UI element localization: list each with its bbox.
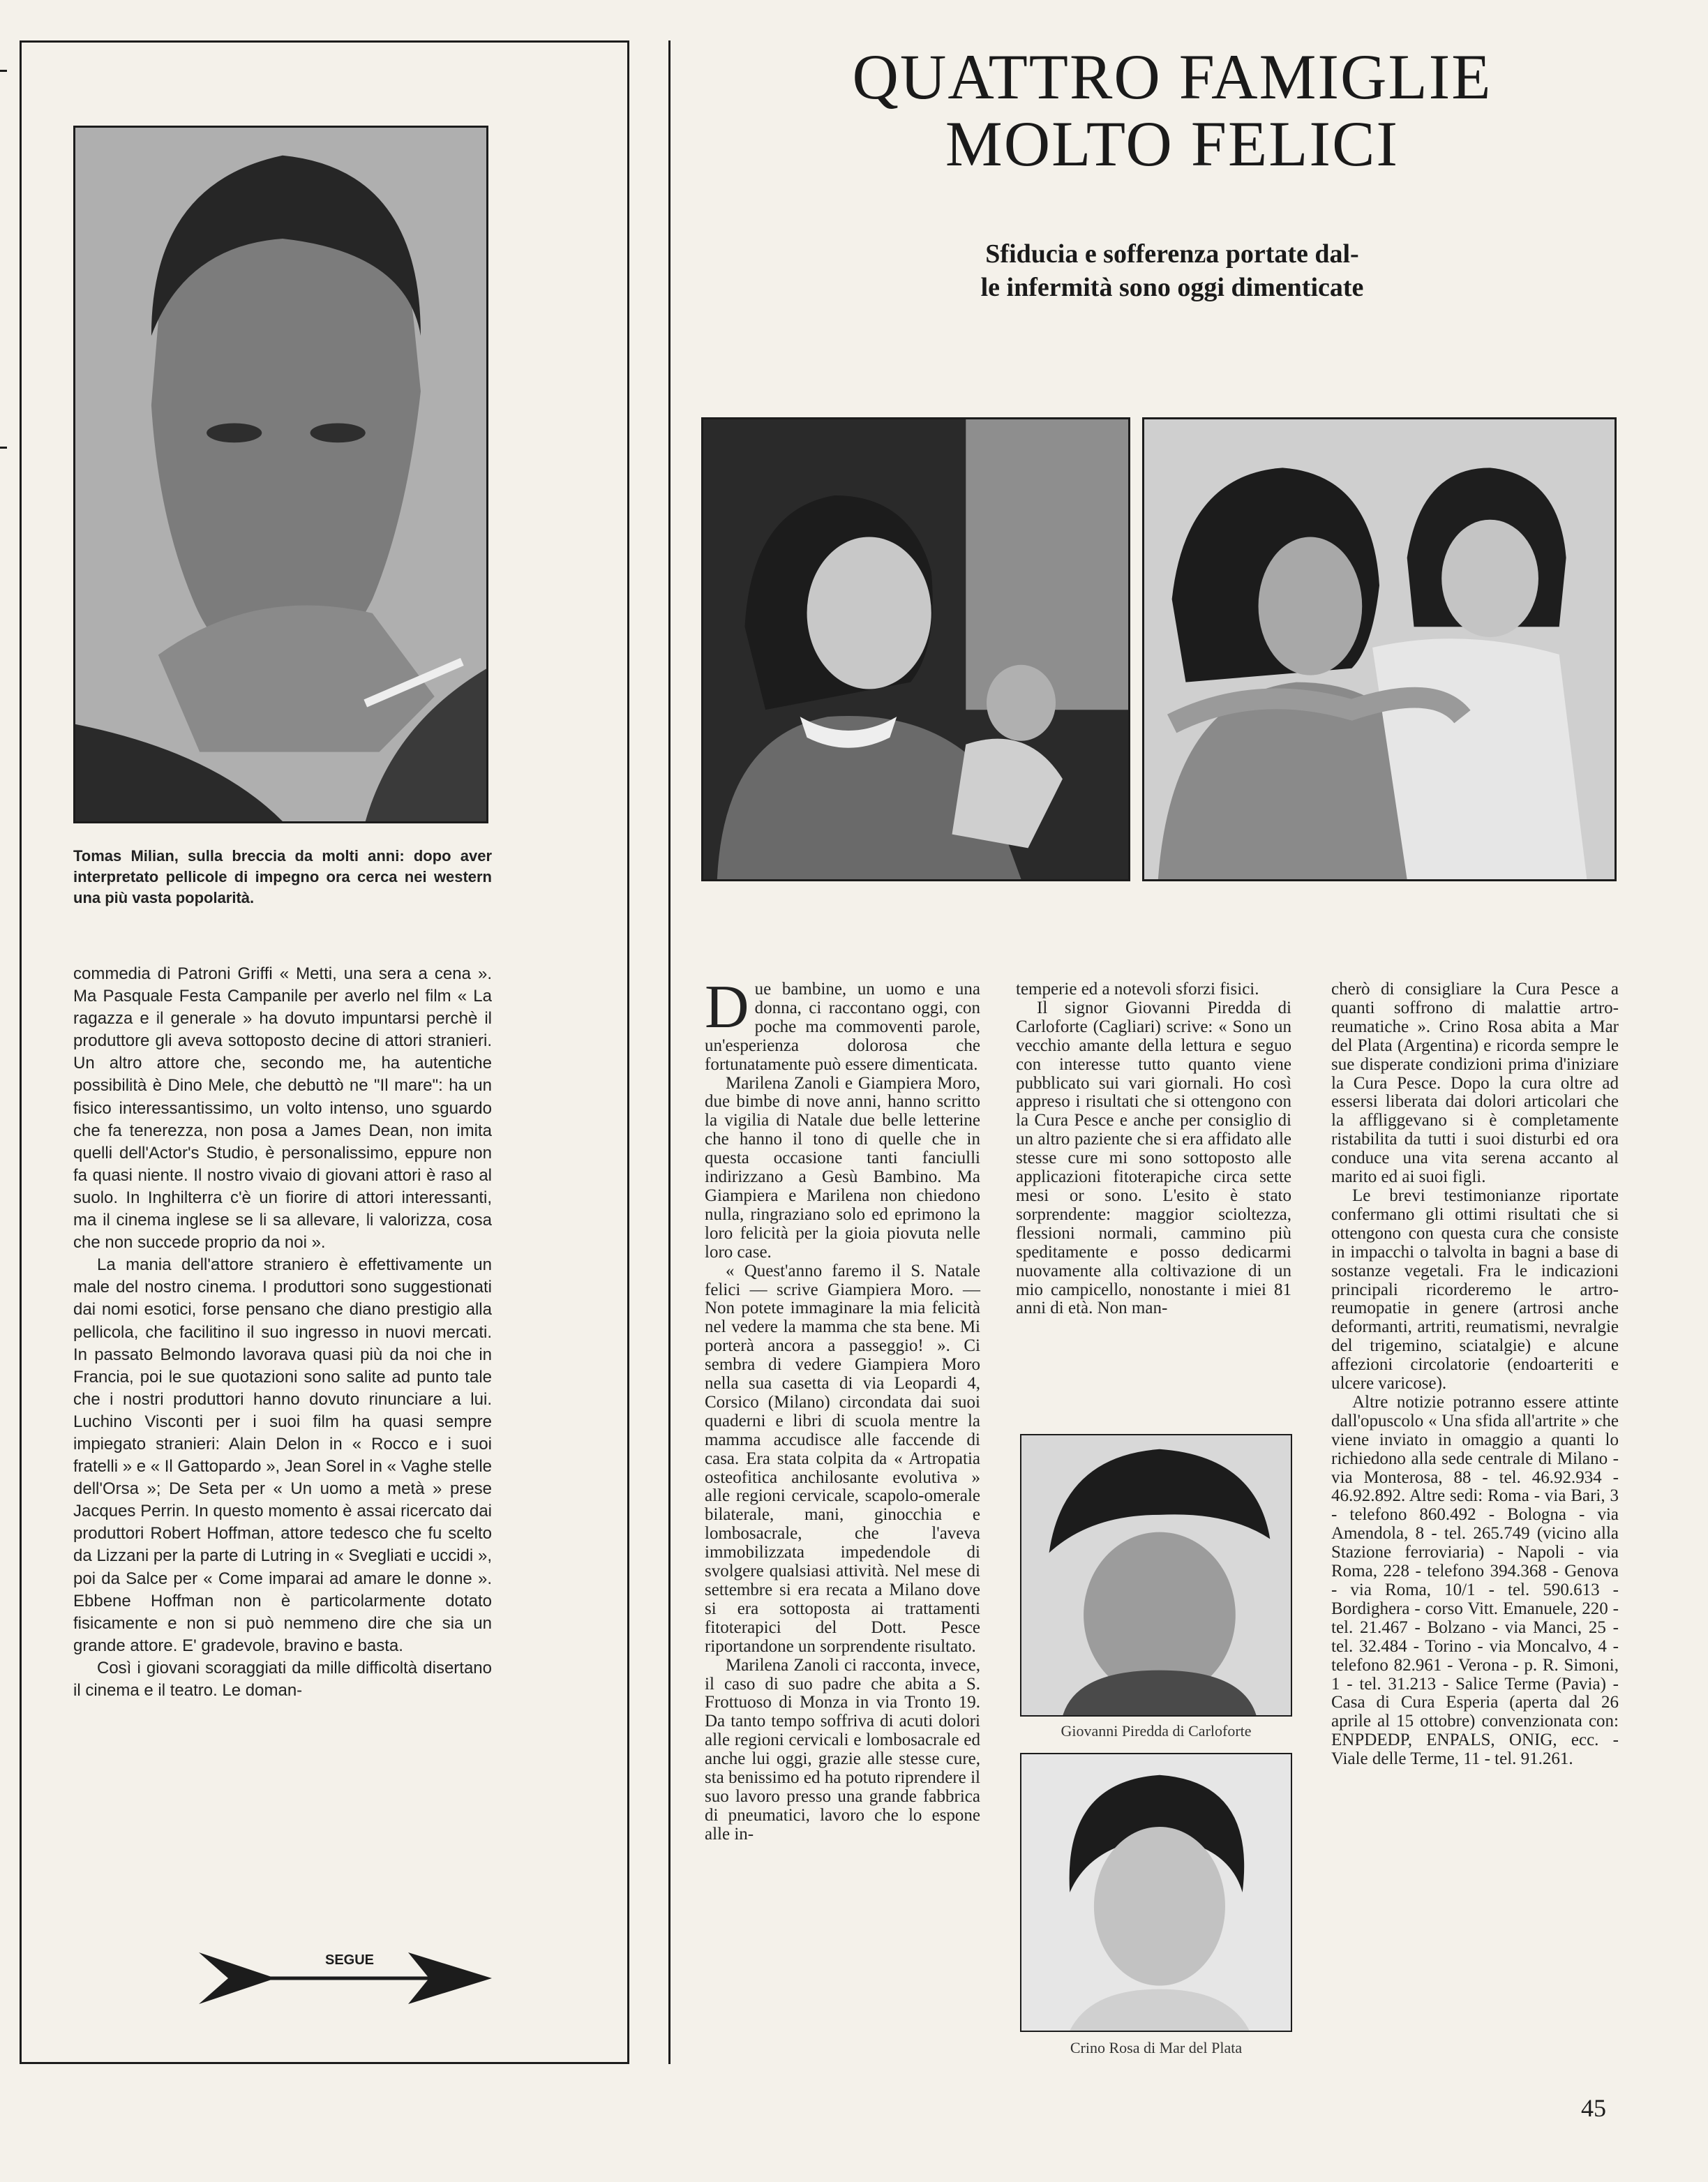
photo-caption-piredda: Giovanni Piredda di Carloforte <box>1061 1722 1252 1740</box>
article-column-3 <box>1331 980 1619 1769</box>
photo-mother-and-daughter <box>1142 417 1617 881</box>
segue-arrow[interactable] <box>199 1947 492 2010</box>
article-col3-paragraph-1: cherò di consigliare la Cura Pesce a quanti soffrono di malattie artro-reumatiche ». Crino Rosa abita a Mar del Plata (Argentina) e ricorda sempre le sue disperate condizioni prima d'iniziare la Cura Pesce. Dopo la cura oltre ad essersi liberata dai dolori articolari che la affliggevano si è completamente ristabilita da tutti i suoi disturbi ed ora conduce una vita serena accanto al marito ed ai suoi figli. <box>1331 980 1619 1187</box>
left-paragraph-3: Così i giovani scoraggiati da mille difficoltà disertano il cinema e il teatro. Le doman- <box>73 1658 492 1700</box>
photo-giovanni-piredda <box>1020 1434 1292 1717</box>
article-col2-paragraph-1: temperie ed a notevoli sforzi fisici. <box>1016 980 1259 999</box>
article-col1-paragraph-4: Marilena Zanoli ci racconta, invece, il caso di suo padre che abita a S. Frottuoso di Monza in via Tronto 19. Da tanto tempo soffriva di acuti dolori alle regioni cervicali e lombosacrale ed anche lui oggi, grazie alle stesse cure, sta benissimo ed ha potuto riprendere il suo lavoro presso una grande fabbrica di pneumatici, lavoro che lo espone alle in- <box>705 1655 980 1844</box>
title-line-2: MOLTO FELICI <box>945 108 1400 179</box>
article-column-1 <box>705 973 980 1844</box>
margin-mark <box>0 447 7 449</box>
left-paragraph-2: La mania dell'attore straniero è effettivamente un male del nostro cinema. I produttori sono suggestionati dai nomi esotici, forse pensano che diano prestigio alla pellicola, che facilitino il suo ingresso in nuovi mercati. In passato Belmondo lavorava quasi più da noi che in Francia, poi le sue quotazioni sono salite ad punto tale che i nostri produttori hanno dovuto rinunciare a lui. Luchino Visconti per i suoi film ha quasi sempre impiegato stranieri: Alain Delon in « Rocco e i suoi fratelli » e « Il Gattopardo », Jean Sorel in « Vaghe stelle dell'Orsa »; De Seta per « Un uomo a metà » prese Jacques Perrin. In questo momento è assai ricercato dai produttori Robert Hoffman, attore tedesco che fu scelto da Lizzani per la parte di Lutring in « Svegliati e uccidi », poi da Salce per « Come imparai ad amare le donne ». Ebbene Hoffman non è particolarmente dotato fisicamente e non si può nemmeno dire che sia un grande attore. E' gradevole, bravino e basta. <box>73 1255 492 1655</box>
photo-crino-rosa <box>1020 1753 1292 2032</box>
article-col2-paragraph-2: Il signor Giovanni Piredda di Carloforte (Cagliari) scrive: « Sono un vecchio amante della lettura e seguo con interesse tutto quanto viene pubblicato sui vari giornali. Ho così appreso i risultati che si ottengono con la Cura Pesce e anche per consiglio di un altro paziente che si era affidato alle stesse cure mi sono sottoposto alle applicazioni fitoterapiche circa sette mesi or sono. L'esito è stato sorprendente: maggior scioltezza, flessioni normali, cammino più speditamente e posso dedicarmi nuovamente alla coltivazione di un mio campicello, nonostante i miei 81 anni di età. Non man- <box>1016 998 1291 1318</box>
article-col1-paragraph-2: Marilena Zanoli e Giampiera Moro, due bimbe di nove anni, hanno scritto la vigilia di Natale due belle letterine che hanno il tono di quelle che in questa occasione tanti fanciulli indirizzano a Gesù Bambino. Ma Giampiera e Marilena non chiedono nulla, ringraziano solo ed eprimono la loro felicità per la gioia piovuta nelle loro case. <box>705 1073 980 1262</box>
margin-mark <box>0 70 7 72</box>
title-line-1: QUATTRO FAMIGLIE <box>852 41 1492 112</box>
left-paragraph-1: commedia di Patroni Griffi « Metti, una sera a cena ». Ma Pasquale Festa Campanile per averlo nel film « La ragazza e il generale » ha dovuto impuntarsi perchè il produttore gli aveva sottoposto decine di attori stranieri. Un altro attore che, secondo me, ha autentiche possibilità è Dino Mele, che debuttò ne "Il mare": ha un fisico interessantissimo, un volto intenso, uno sguardo che fa tenerezza, non posa a James Dean, non imita quelli dell'Actor's Studio, è personalissimo, eppure non fa quasi niente. Il nostro vivaio di giovani attori è raso al suolo. In Inghilterra c'è un fiorire di attori interessanti, ma il cinema inglese se li sa allevare, li valorizza, cosa che non succede proprio da noi ». <box>73 964 492 1253</box>
drop-cap: D <box>705 973 749 1041</box>
article-col1-paragraph-3: « Quest'anno faremo il S. Natale felici — scrive Giampiera Moro. — Non potete immaginare la mia felicità nel vedere la mamma che sta bene. Mi porterà ancora a passeggio! ». Ci sembra di vedere Giampiera Moro nella sua casetta di via Leopardi 4, Corsico (Milano) circondata dai suoi quaderni e libri di scuola mentre la mamma accudisce alle faccende di casa. Era stata colpita da « Artropatia osteofitica anchilosante evolutiva » alle regioni cervicale, scapolo-omerale bilaterale, mani, ginocchia e lombosacrale, che l'aveva immobilizzata impedendole di svolgere qualsiasi attività. Nel mese di settembre si era recata a Milano dove si era sottoposta ai trattamenti fitoterapici del Dott. Pesce riportandone un sorprendente risultato. <box>705 1261 980 1656</box>
segue-label: SEGUE <box>321 1952 378 1968</box>
article-col1-paragraph-1: Due bambine, un uomo e una donna, ci raccontano oggi, con poche ma commoventi parole, un'esperienza dolorosa che fortunatamente può essere dimenticata. <box>705 973 980 1074</box>
article-col3-paragraph-3: Altre notizie potranno essere attinte dall'opuscolo « Una sfida all'artrite » che viene inviato in omaggio a quanti lo richiedono alla sede centrale di Milano - via Monterosa, 88 - tel. 46.92.934 - 46.92.892. Altre sedi: Roma - via Bari, 3 - telefono 860.492 - Bologna - via Amendola, 8 - tel. 265.749 (vicino alla Stazione ferroviaria) - Napoli - via Roma, 228 - telefono 394.368 - Genova - via Roma, 10/1 - tel. 590.613 - Bordighera - corso Vitt. Emanuele, 220 - tel. 21.467 - Bolzano - via Manci, 25 - tel. 32.484 - Torino - via Moncalvo, 4 - telefono 82.961 - Verona - p. R. Simoni, 1 - tel. 31.213 - Salice Terme (Pavia) - Casa di Cura Esperia (aperta dal 26 aprile al 15 ottobre) convenzionata con: ENPDEDP, ENPALS, ONIG, ecc. - Viale delle Terme, 11 - tel. 91.261. <box>1331 1392 1619 1769</box>
column-divider <box>668 40 671 2064</box>
photo-girl-with-doll <box>701 417 1130 881</box>
photo-caption-left: Tomas Milian, sulla breccia da molti anni: dopo aver interpretato pellicole di impegno ora cerca nei western una più vasta popolarità. <box>73 847 492 906</box>
page-number: 45 <box>1581 2094 1606 2122</box>
article-column-2 <box>1016 980 1291 1318</box>
article-col3-paragraph-2: Le brevi testimonianze riportate confermano gli ottimi risultati che si ottengono con questa cura che consiste in impacchi o talvolta in bagni a base di sostanze vegetali. Fra le indicazioni principali ricorderemo le artro-reumopatie in genere (artrosi anche deformanti, artriti, reumatismi, nevralgie del trigemino, sciatalgie) e alcune affezioni circolatorie (endoarteriti e ulcere varicose). <box>1331 1186 1619 1393</box>
article-title <box>691 43 1654 177</box>
photo-tomas-milian <box>73 126 488 823</box>
photo-caption-crino-rosa: Crino Rosa di Mar del Plata <box>1070 2039 1243 2056</box>
left-column-text <box>73 963 492 1702</box>
subtitle-line-1: Sfiducia e sofferenza portate dal- <box>985 239 1359 269</box>
article-subtitle <box>809 237 1535 304</box>
subtitle-line-2: le infermità sono oggi dimenticate <box>980 273 1364 302</box>
